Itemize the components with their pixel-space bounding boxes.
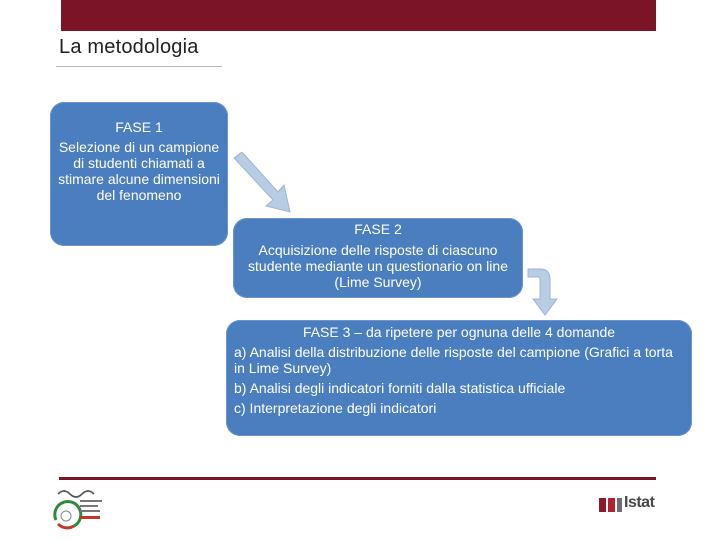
- phase-1-label: FASE 1: [115, 119, 163, 135]
- arrow-turn-down-icon: [526, 265, 560, 317]
- giornata-statistica-logo: [50, 486, 110, 530]
- phase-3-item-a: a) Analisi della distribuzione delle risposte del campione (Grafici a torta in Lime Survey): [234, 344, 673, 376]
- phase-3-label: FASE 3 – da ripetere per ognuna delle 4 domande: [302, 324, 616, 340]
- phase-2-description: Acquisizione delle risposte di ciascuno studente mediante un questionario on line (Lime Survey): [248, 242, 508, 290]
- phase-3-item-b: b) Analisi degli indicatori forniti dalla statistica ufficiale: [234, 380, 566, 396]
- phase-3-box: [226, 320, 692, 436]
- header-bar: [61, 0, 656, 31]
- arrow-right-down-icon: [228, 152, 298, 218]
- title-underline: [56, 66, 222, 67]
- phase-1-description: Selezione di un campione di studenti chiamati a stimare alcune dimensioni del fenomeno: [58, 139, 220, 203]
- phase-3-item-c: c) Interpretazione degli indicatori: [234, 400, 437, 416]
- phase-1-box: [50, 102, 228, 246]
- phase-2-box: [233, 218, 523, 298]
- istat-logo-text: Istat: [624, 494, 655, 511]
- slide-title: La metodologia: [59, 36, 199, 58]
- footer-rule: [59, 477, 656, 480]
- phase-2-label: FASE 2: [354, 221, 402, 237]
